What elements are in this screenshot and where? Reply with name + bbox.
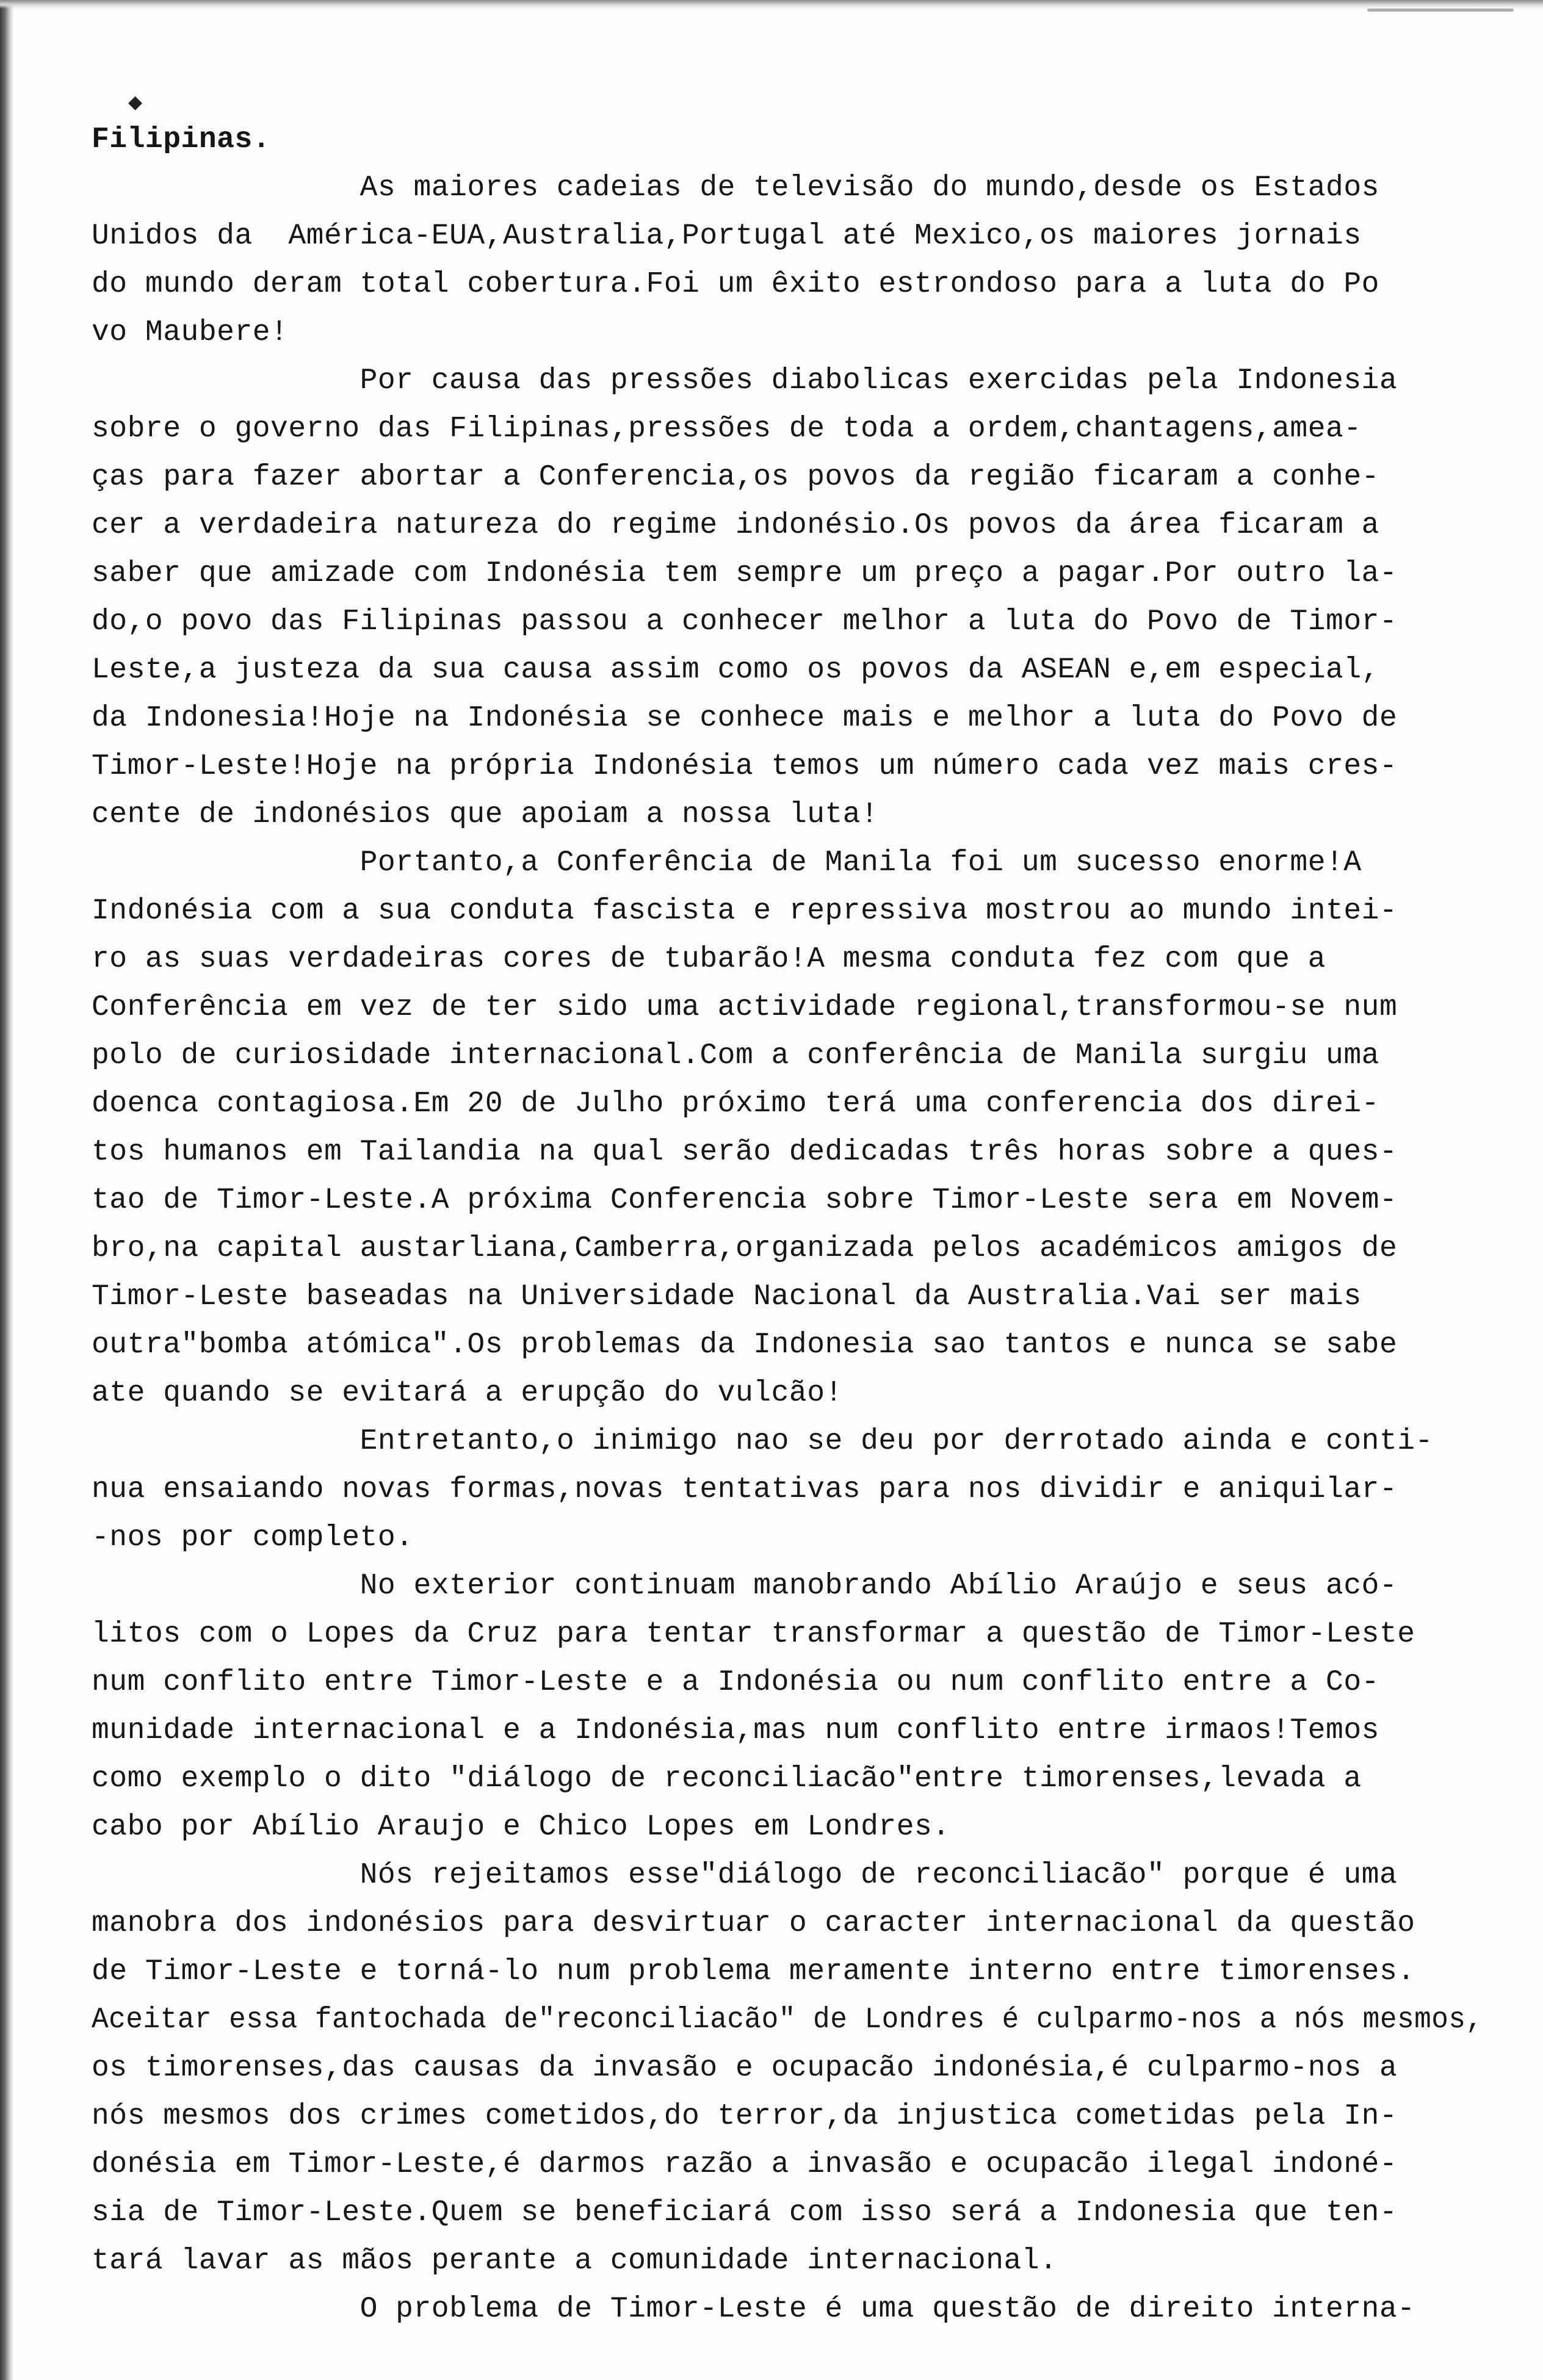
text-line: cente de indonésios que apoiam a nossa luta! bbox=[92, 798, 879, 831]
text-line: ate quando se evitará a erupção do vulcão! bbox=[92, 1377, 843, 1410]
scan-top-edge bbox=[0, 0, 1543, 9]
text-line: ças para fazer abortar a Conferencia,os povos da região ficaram a conhe- bbox=[92, 461, 1379, 494]
text-line: nua ensaiando novas formas,novas tentativas para nos dividir e aniquilar- bbox=[92, 1473, 1398, 1506]
text-line: Portanto,a Conferência de Manila foi um sucesso enorme!A bbox=[92, 846, 1362, 879]
text-line: Leste,a justeza da sua causa assim como os povos da ASEAN e,em especial, bbox=[92, 654, 1379, 687]
text-line: vo Maubere! bbox=[92, 316, 289, 349]
text-line: doenca contagiosa.Em 20 de Julho próximo terá uma conferencia dos direi- bbox=[92, 1087, 1379, 1120]
text-line: As maiores cadeias de televisão do mundo,desde os Estados bbox=[92, 171, 1379, 204]
bullet-mark-icon: ◆ bbox=[128, 92, 143, 113]
text-line: O problema de Timor-Leste é uma questão de direito interna- bbox=[92, 2293, 1415, 2326]
text-line: num conflito entre Timor-Leste e a Indonésia ou num conflito entre a Co- bbox=[92, 1666, 1379, 1699]
text-line: cabo por Abílio Araujo e Chico Lopes em Londres. bbox=[92, 1811, 950, 1844]
text-line: como exemplo o dito "diálogo de reconciliacão"entre timorenses,levada a bbox=[92, 1762, 1362, 1795]
text-line: Aceitar essa fantochada de"reconciliacão" de Londres é culparmo-nos a nós mesmos, bbox=[92, 2003, 1483, 2036]
text-line: Conferência em vez de ter sido uma actividade regional,transformou-se num bbox=[92, 991, 1398, 1024]
text-line: os timorenses,das causas da invasão e ocupacão indonésia,é culparmo-nos a bbox=[92, 2052, 1398, 2085]
text-line: Nós rejeitamos esse"diálogo de reconciliacão" porque é uma bbox=[92, 1859, 1398, 1892]
typewritten-text bbox=[92, 116, 1483, 2334]
text-line: Unidos da América-EUA,Australia,Portugal até Mexico,os maiores jornais bbox=[92, 220, 1362, 253]
text-line: do mundo deram total cobertura.Foi um êxito estrondoso para a luta do Po bbox=[92, 268, 1379, 301]
text-line: saber que amizade com Indonésia tem sempre um preço a pagar.Por outro la- bbox=[92, 557, 1398, 590]
text-line: nós mesmos dos crimes cometidos,do terror,da injustica cometidas pela In- bbox=[92, 2100, 1398, 2133]
text-line: Entretanto,o inimigo nao se deu por derrotado ainda e conti- bbox=[92, 1425, 1433, 1458]
text-line: bro,na capital austarliana,Camberra,organizada pelos académicos amigos de bbox=[92, 1232, 1398, 1265]
text-line: de Timor-Leste e torná-lo num problema meramente interno entre timorenses. bbox=[92, 1955, 1415, 1988]
text-line: tos humanos em Tailandia na qual serão dedicadas três horas sobre a ques- bbox=[92, 1136, 1398, 1169]
text-line: da Indonesia!Hoje na Indonésia se conhece mais e melhor a luta do Povo de bbox=[92, 702, 1398, 735]
text-line: munidade internacional e a Indonésia,mas num conflito entre irmaos!Temos bbox=[92, 1714, 1379, 1747]
text-line: sobre o governo das Filipinas,pressões de toda a ordem,chantagens,amea- bbox=[92, 413, 1362, 445]
text-line: litos com o Lopes da Cruz para tentar transformar a questão de Timor-Leste bbox=[92, 1618, 1415, 1651]
text-line: outra"bomba atómica".Os problemas da Indonesia sao tantos e nunca se sabe bbox=[92, 1329, 1398, 1361]
text-line: ro as suas verdadeiras cores de tubarão!A mesma conduta fez com que a bbox=[92, 943, 1326, 976]
section-heading: Filipinas. bbox=[92, 123, 271, 156]
text-line: polo de curiosidade internacional.Com a conferência de Manila surgiu uma bbox=[92, 1039, 1379, 1072]
text-line: Timor-Leste baseadas na Universidade Nacional da Australia.Vai ser mais bbox=[92, 1280, 1362, 1313]
text-line: No exterior continuam manobrando Abílio Araújo e seus acó- bbox=[92, 1570, 1398, 1603]
text-line: Indonésia com a sua conduta fascista e repressiva mostrou ao mundo intei- bbox=[92, 895, 1398, 928]
text-line: donésia em Timor-Leste,é darmos razão a invasão e ocupacão ilegal indoné- bbox=[92, 2148, 1398, 2181]
text-line: tao de Timor-Leste.A próxima Conferencia sobre Timor-Leste sera em Novem- bbox=[92, 1184, 1398, 1217]
text-line: manobra dos indonésios para desvirtuar o caracter internacional da questão bbox=[92, 1907, 1415, 1940]
text-line: sia de Timor-Leste.Quem se beneficiará com isso será a Indonesia que ten- bbox=[92, 2196, 1398, 2229]
text-line: tará lavar as mãos perante a comunidade internacional. bbox=[92, 2245, 1058, 2277]
text-line: Timor-Leste!Hoje na própria Indonésia temos um número cada vez mais cres- bbox=[92, 750, 1398, 783]
text-line: -nos por completo. bbox=[92, 1521, 414, 1554]
text-line: cer a verdadeira natureza do regime indonésio.Os povos da área ficaram a bbox=[92, 509, 1379, 542]
scan-binding-edge bbox=[0, 0, 13, 2380]
text-line: Por causa das pressões diabolicas exercidas pela Indonesia bbox=[92, 364, 1398, 397]
text-line: do,o povo das Filipinas passou a conhecer melhor a luta do Povo de Timor- bbox=[92, 605, 1398, 638]
scan-mark bbox=[1367, 9, 1514, 12]
